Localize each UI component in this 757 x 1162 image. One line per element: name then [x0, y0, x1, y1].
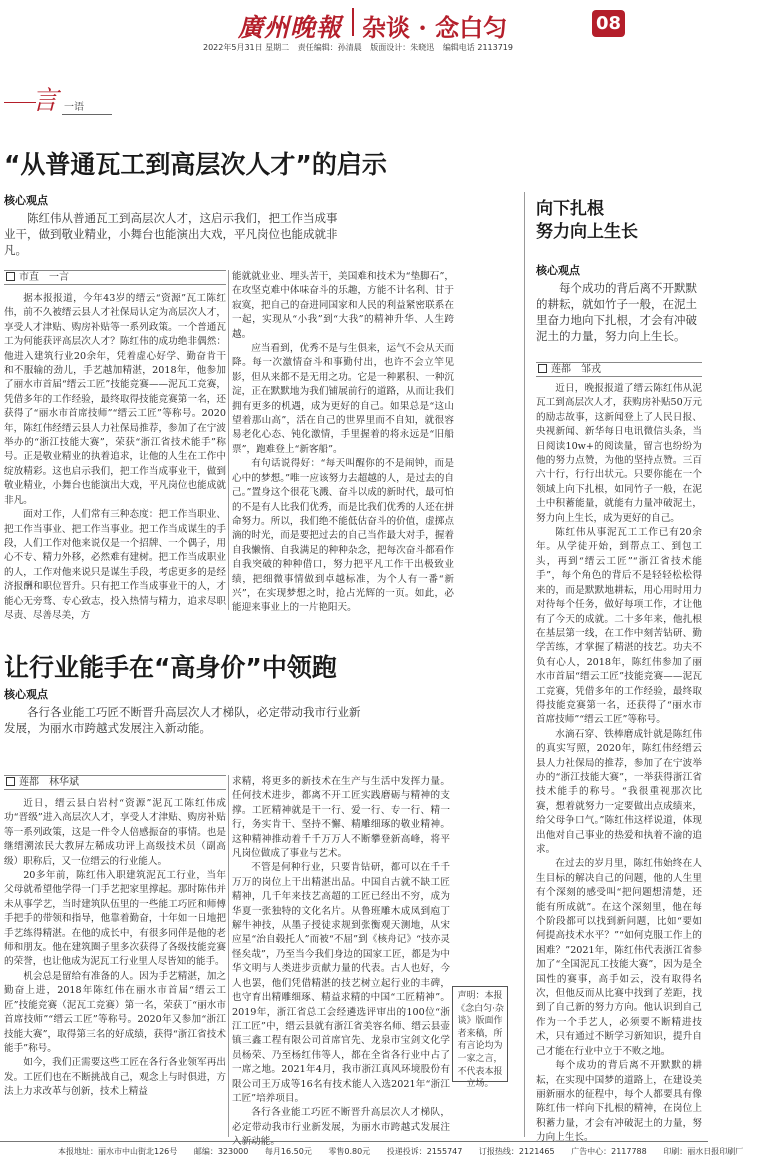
sidebar-title-line1: 向下扎根	[536, 199, 604, 219]
editor-credit: 责任编辑：孙清晨	[297, 43, 362, 52]
declaration-box: 声明：本报《念白匀·杂谈》版面作者来稿，所有言论均为一家之言，不代表本报立场。	[452, 986, 508, 1082]
byline-box-icon	[6, 272, 15, 281]
sidebar-byline: 莲都 邹戎	[536, 362, 702, 377]
page-number-badge: 08	[592, 10, 625, 37]
column-tag-small: 一语	[64, 102, 84, 113]
footer-retail: 零售0.80元	[328, 1147, 371, 1156]
article2-paragraph: 近日，缙云县白岩村“资源”泥瓦工陈红伟成功“晋级”进入高层次人才，享受人才津贴、购房补贴等一系列政策，这是一件令人倍感振奋的事情。也是继缙溯浓民大教屏左稀成功评上高级技术员（副高级）职称后，又一位缙云的行业能人。	[4, 798, 226, 867]
article2-paragraph: 求精，将更多的新技术在生产与生活中发挥力量。任何技术进步，都离不开工匠实践磨砺与精神的支撑。工匠精神就是干一行、爱一行、专一行、精一行，务实肯干、坚持不懈、精雕细琢的敬业精神。这种精神推动着千千万万人不断攀登新高峰，将平凡岗位做成了事业与艺术。	[232, 776, 450, 860]
article1-byline: 市直 一言	[4, 270, 226, 285]
editor-phone: 编辑电话 2113719	[442, 43, 513, 52]
article2-byline: 莲都 林华斌	[4, 775, 226, 790]
article1-paragraph: 有句话说得好：“每天叫醒你的不是闹钟，而是心中的梦想。”唯一应该努力去超越的人，是过去的自己。”置身这个很花飞溅、奋斗以成的新时代，最可怕的不是有人比我们优秀，而是比我们优秀的人还在拼命努力。所以，我们绝不能低估奋斗的价值，虚掷点滴的时光，而是要把过去的自己当作最大对手，握着自我懒惰、自我满足的种种杂念，把每次奋斗都看作自我突破的种种借口，努力把平凡工作干出极致业绩，把细微事情做到卓越标准，为个人有一番“新兴”，在实现梦想之时，抢占光辉的一页。如此，必能迎来事业上的一片艳阳天。	[232, 458, 454, 614]
footer-delivery: 投递投诉：2155747	[386, 1147, 463, 1156]
article2-paragraph: 如今，我们正需要这些工匠在各行各业领军再出发。工匠们也在不断挑战自己，观念上与时俱进，方法上力求改革与创新，技术上精益	[4, 1057, 226, 1098]
column-tag-underline	[62, 114, 112, 115]
article1-lead: 陈红伟从普通瓦工到高层次人才，这启示我们，把工作当成事业干，做到敬业精业，小舞台也能演出大戏，平凡岗位也能成就非凡。	[4, 211, 338, 257]
footer-printer: 印刷：丽水日报印刷厂	[663, 1147, 744, 1156]
article2-paragraph: 20多年前，陈红伟入职建筑泥瓦工行业，当年父母就希望他学得一门手艺把家里撑起。那时陈伟并未从事学艺，当时建筑队伍里的一些能工巧匠和师傅手把手的带领和指导，他靠着勤奋，十年如一日地把手艺练得精湛。在他的成长中，有很多同伴是他的老师和朋友。他在建筑圈子里多次获得了各级技能竞赛的荣誉，也让他成为泥瓦工行业里人尽皆知的能手。	[4, 870, 226, 968]
article1-paragraph: 应当看到，优秀不是与生俱来，运气不会从天而降。每一次激情奋斗和事勤付出，也许不会立竿见影，但从来都不是无用之功。它是一种累积、一种沉淀，正在默默地为我们铺展前行的道路，从而让我们拥有更多的机遇，成为更好的自己。如果总是“这山望着那山高”，活在自己的世界里而不自知，就很容易老化心态、钝化激情，手里握着的将永远是“旧船票”，跑难登上“新客船”。	[232, 343, 454, 455]
newspaper-logo: 廣州晚報	[238, 13, 343, 42]
column-tag	[4, 88, 124, 122]
article1-column-2	[232, 270, 454, 614]
masthead-info	[203, 42, 683, 53]
footer	[0, 1141, 744, 1162]
article2-paragraph: 不管是何种行业，只要肯钻研，都可以在千千万万的岗位上干出精湛出品。中国自古就不缺工匠精神，几千年来技艺高超的工匠已经出不穷，成为华夏一张独特的文化名片。从鲁班雕木成凤到庖丁解牛神技，从墨子授徒求规到张衡观天测地，从宋应星“治自毂托人”而被“不屈”到《核舟记》“技亦灵怪矣哉”，乃至当今我们身边的国家工匠，都是为中华文明与人类进步贡献力量的代表。古人也好，今人也罢，他们凭借精湛的技艺树立起行业的丰碑，也守育出精雕细琢、精益求精的中国“工匠精神”。2019年，浙江省总工会经遴选评审出的100位“浙江工匠”中，缙云县就有浙江省美容名师、缙云县壶镇三鑫工程有限公司首席官先、龙泉市宝剑文化学员杨荣、乃至杨红伟等人，都在全省各行业中占了一席之地。2021年4月，我市浙江真风环境股份有限公司王万成等16名有技术能人入选2021年“浙江工匠”培养项目。	[232, 862, 450, 1104]
article1-divider	[228, 270, 229, 610]
sidebar-paragraph: 每个成功的背后离不开默默的耕耘，在实现中国梦的道路上，在建设美丽新丽水的征程中，每个人都要具有像陈红伟一样向下扎根的精神，在岗位上积蓄力量，才会有冲破泥土的力量，努力向上生长。	[536, 1060, 702, 1144]
article2-divider	[228, 775, 229, 1137]
article2-column-2	[232, 775, 450, 1148]
sidebar-kicker: 核心观点	[536, 264, 580, 277]
article2-column-1	[4, 797, 226, 1137]
article1-column-1	[4, 292, 226, 621]
article2-kicker: 核心观点	[4, 688, 48, 701]
article1-title: “从普通瓦工到高层次人才”的启示	[4, 150, 387, 179]
masthead-separator	[352, 8, 354, 36]
sidebar-paragraph: 水滴石穿、铁棒磨成针就是陈红伟的真实写照，2020年，陈红伟经缙云县人力社保局的推荐，参加了在宁波举办的“浙江技能大赛”，一举获得浙江省技术能手的称号。“我很重视那次比赛，想着就努力一定要做出点成绩来，给父母争口气。”陈红伟这样说道，体现出他对自己事业的热爱和执着不渝的追求。	[536, 728, 702, 855]
section-title: 杂谈 · 念白匀	[362, 13, 508, 42]
masthead	[0, 0, 708, 60]
byline-box-icon	[538, 364, 547, 373]
footer-price: 每月16.50元	[264, 1147, 312, 1156]
article2-paragraph: 机会总是留给有准备的人。因为手艺精湛，加之勤奋上进，2018年陈红伟在丽水市首届“缙云工匠”技能竞赛（泥瓦工竞赛）第一名，荣获丁“丽水市首席技师”“缙云工匠”等称号。2020年又参加“浙江技能大赛”，取得第三名的好成绩，获得“浙江省技术能手”称号。	[4, 970, 226, 1054]
article2-lead: 各行各业能工巧匠不断晋升高层次人才梯队，必定带动我市行业新发展，为丽水市跨越式发展注入新动能。	[4, 705, 361, 735]
column-tag-big: 言	[32, 86, 59, 116]
designer-credit: 版面设计：朱晓迅	[370, 43, 435, 52]
article2-paragraph: 各行各业能工巧匠不断晋升高层次人才梯队，必定带动我市行业新发展，为丽水市跨越式发展注入新动能。	[232, 1107, 450, 1148]
article1-paragraph: 能就就业业、埋头苦干，美国难和技术为“垫脚石”，在攻坚克难中体味奋斗的乐趣，方能不计名利、甘于寂寞，把自己的奋进同国家和人民的利益紧密联系在一起，实现从“小我”到“大我”的精神升华、人生跨越。	[232, 271, 454, 340]
footer-postcode: 邮编：323000	[193, 1147, 249, 1156]
issue-date: 2022年5月31日 星期二	[203, 43, 290, 52]
article1-kicker: 核心观点	[4, 194, 48, 207]
sidebar-title-line2: 努力向上生长	[536, 222, 638, 242]
sidebar-paragraph: 陈红伟从事泥瓦工工作已有20余年。从学徒开始，到帮点工、到包工头，再到“缙云工匠”“浙江省技术能手”，每个角色的背后不是轻轻松松得来的，而是默默地耕耘，用心用时用力对待每个任务，做好每项工作，才让他有了今天的成就。二十多年来，他扎根在基层第一线，在工作中刻苦钻研、勤学苦练，才掌握了精湛的技艺。功夫不负有心人，2018年，陈红伟参加了丽水市首届“缙云工匠”技能竞赛——泥瓦工竞赛，凭借多年的工作经验，最终取得技能竞赛第一名，还获得了“丽水市首席技师”“缙云工匠”等称号。	[536, 527, 702, 726]
article1-paragraph: 面对工作，人们常有三种态度：把工作当职业、把工作当事业、把工作当事业。把工作当成谋生的手段，人们工作对他来说仅是一个招牌、一个偶子，用心不专、精力外移，必然难有建树。把工作当成职业的人，工作对他来说只是谋生手段，考虑更多的是经济报酬和职位晋升。只有把工作当成事业干的人，才能心无旁骛、专心致志，投入热情与精力，追求尽职尽责、尽善尽美，方	[4, 509, 226, 621]
sidebar-paragraph: 在过去的岁月里，陈红伟始终在人生目标的解决自己的问题，他的人生里有个深刻的感受叫“把问题想清楚，还能有所成就”。在这个深刻里，他在每个阶段都可以找到新问题，比如“要如何提高技术水平？”“如何克服工作上的困难？”2021年，陈红伟代表浙江省参加了“全国泥瓦工技能大赛”，因为是全国性的赛事，高手如云，没有取得名次，但他反而从比赛中找到了差距，找到了自己新的努力方向。他认识到自己作为一个手艺人，必须要不断精进技术，只有通过不断学习新知识，提升自己才能在行业中立于不败之地。	[536, 858, 702, 1057]
sidebar-paragraph: 近日，晚报报道了缙云陈红伟从泥瓦工到高层次人才，获购房补贴50万元的励志故事，这新闻登上了人民日报、央视新闻、新华每日电讯微信头条，当日阅读10w+的阅读量，留言也纷纷为他的努力点赞，为他的坚持点赞。三百六十行，行行出状元。只要你能在一个领域上向下扎根，如同竹子一般，在泥土中积蓄能量，就能有力量冲破泥土，努力向上生长，成为更好的自己。	[536, 383, 702, 524]
footer-ads: 广告中心：2117788	[571, 1147, 647, 1156]
article2-title: 让行业能手在“高身价”中领跑	[4, 653, 337, 682]
footer-subscription: 订报热线：2121465	[478, 1147, 555, 1156]
footer-address: 本报地址：丽水市中山街北126号	[58, 1147, 178, 1156]
byline-box-icon	[6, 777, 15, 786]
sidebar-body	[536, 382, 702, 1144]
article1-paragraph: 据本报报道，今年43岁的缙云“资源”瓦工陈红伟，前不久被缙云县人才社保局认定为高层次人才，享受人才津贴、购房补贴等一系列政策。一个普通瓦工为何能获评高层次人才？陈红伟的成功绝非偶然：他进入建筑行业20余年，凭着虚心好学、勤奋肯干和不服输的劲儿，手艺越加精湛，2018年，他参加了丽水市首届“缙云工匠”技能竞赛——泥瓦工竞赛，凭借多年的工作经验，最终取得技能竞赛第一名，还获得了“丽水市首席技师”“缙云工匠”等称号。2020年，陈红伟经缙云县人力社保局推荐，参加了在宁波举办的“浙江技能大赛”，荣获“浙江省技术能手”称号。正是敬业精业的执着追求，让他的人生在工作中绽放精彩。这也启示我们，把工作当成事业干，做到敬业精业，小舞台也能演出大戏，平凡岗位也能成就非凡。	[4, 293, 226, 506]
sidebar-lead: 每个成功的背后离不开默默的耕耘，就如竹子一般，在泥土里奋力地向下扎根，才会有冲破泥土的力量，努力向上生长。	[536, 281, 697, 343]
sidebar-divider	[524, 192, 525, 1137]
